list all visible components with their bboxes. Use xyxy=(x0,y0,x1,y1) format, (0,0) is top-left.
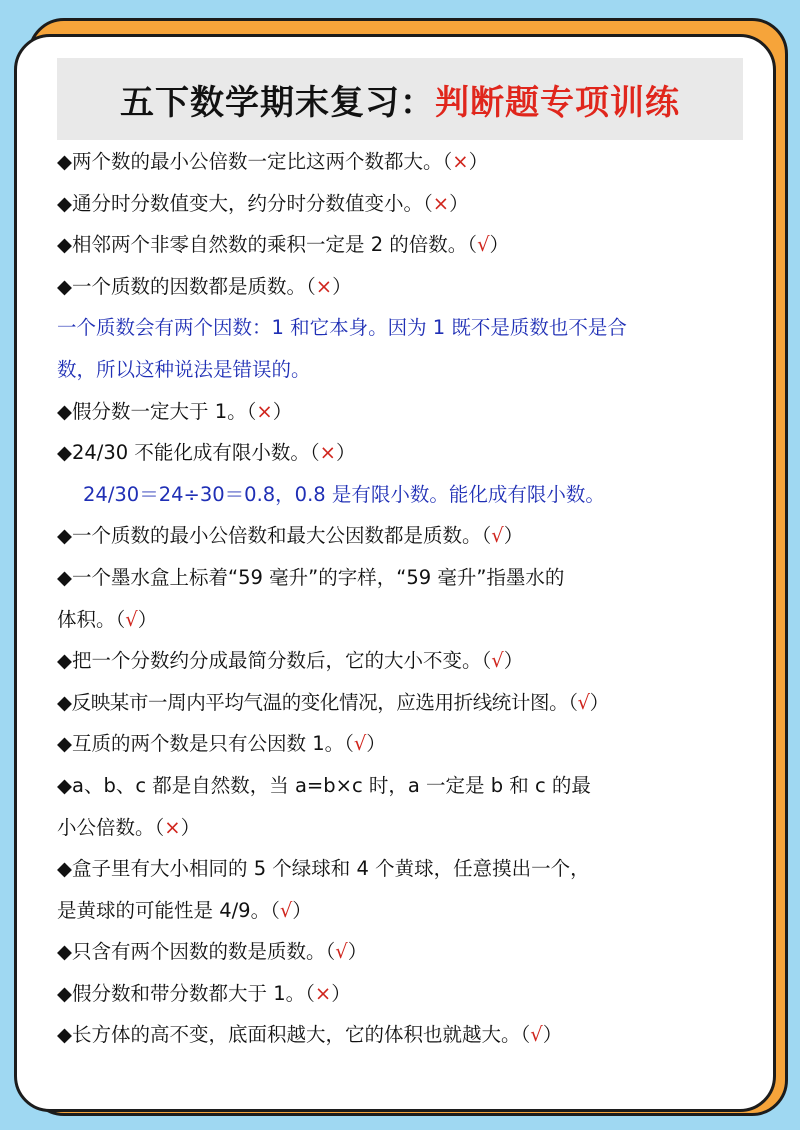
list-item: ◆相邻两个非零自然数的乘积一定是 2 的倍数。（√） xyxy=(57,233,510,257)
list-item: ◆通分时分数值变大，约分时分数值变小。（×） xyxy=(57,191,469,215)
answer-mark: × xyxy=(315,274,333,298)
answer-mark: √ xyxy=(491,649,504,673)
list-item: ◆24/30 不能化成有限小数。（×） xyxy=(57,441,356,465)
answer-mark: × xyxy=(164,815,181,839)
title-banner xyxy=(57,58,743,140)
list-item: ◆把一个分数约分成最简分数后，它的大小不变。（√） xyxy=(57,649,524,673)
title-highlight: 判断题专项训练 xyxy=(435,82,680,123)
answer-mark: √ xyxy=(477,233,490,257)
answer-mark: × xyxy=(256,399,273,423)
question-list xyxy=(57,141,747,1056)
list-item: 体积。（√） xyxy=(57,607,158,631)
explanation-note: 一个质数会有两个因数：1 和它本身。因为 1 既不是质数也不是合 xyxy=(57,316,627,340)
answer-mark: √ xyxy=(335,940,348,964)
answer-mark: × xyxy=(314,981,332,1005)
list-item: ◆a、b、c 都是自然数，当 a=b×c 时，a 一定是 b 和 c 的最 xyxy=(57,773,591,797)
list-item: ◆一个质数的因数都是质数。（×） xyxy=(57,274,352,298)
answer-mark: √ xyxy=(530,1023,543,1047)
list-item: 小公倍数。（×） xyxy=(57,815,201,839)
answer-mark: √ xyxy=(353,732,367,756)
list-item: ◆长方体的高不变，底面积越大，它的体积也就越大。（√） xyxy=(57,1023,563,1047)
list-item: ◆只含有两个因数的数是质数。（√） xyxy=(57,940,368,964)
answer-mark: √ xyxy=(125,607,138,631)
list-item: ◆互质的两个数是只有公因数 1。（√） xyxy=(57,732,386,756)
list-item: ◆假分数和带分数都大于 1。（×） xyxy=(57,981,351,1005)
list-item: 是黄球的可能性是 4/9。（√） xyxy=(57,898,312,922)
answer-mark: √ xyxy=(577,690,590,714)
answer-mark: × xyxy=(432,191,450,215)
answer-mark: × xyxy=(452,150,469,173)
explanation-note: 24/30＝24÷30＝0.8，0.8 是有限小数。能化成有限小数。 xyxy=(83,482,605,506)
list-item: ◆盒子里有大小相同的 5 个绿球和 4 个黄球，任意摸出一个， xyxy=(57,857,590,881)
list-item: ◆两个数的最小公倍数一定比这两个数都大。（×） xyxy=(57,150,489,173)
list-item: ◆一个墨水盒上标着“59 毫升”的字样，“59 毫升”指墨水的 xyxy=(57,565,565,589)
answer-mark: √ xyxy=(491,524,504,548)
title-main: 五下数学期末复习： xyxy=(120,82,435,123)
list-item: ◆一个质数的最小公倍数和最大公因数都是质数。（√） xyxy=(57,524,524,548)
list-item: ◆反映某市一周内平均气温的变化情况，应选用折线统计图。（√） xyxy=(57,690,609,714)
answer-mark: √ xyxy=(279,898,293,922)
answer-mark: × xyxy=(319,441,336,465)
list-item: ◆假分数一定大于 1。（×） xyxy=(57,399,293,423)
explanation-note: 数，所以这种说法是错误的。 xyxy=(57,357,311,381)
